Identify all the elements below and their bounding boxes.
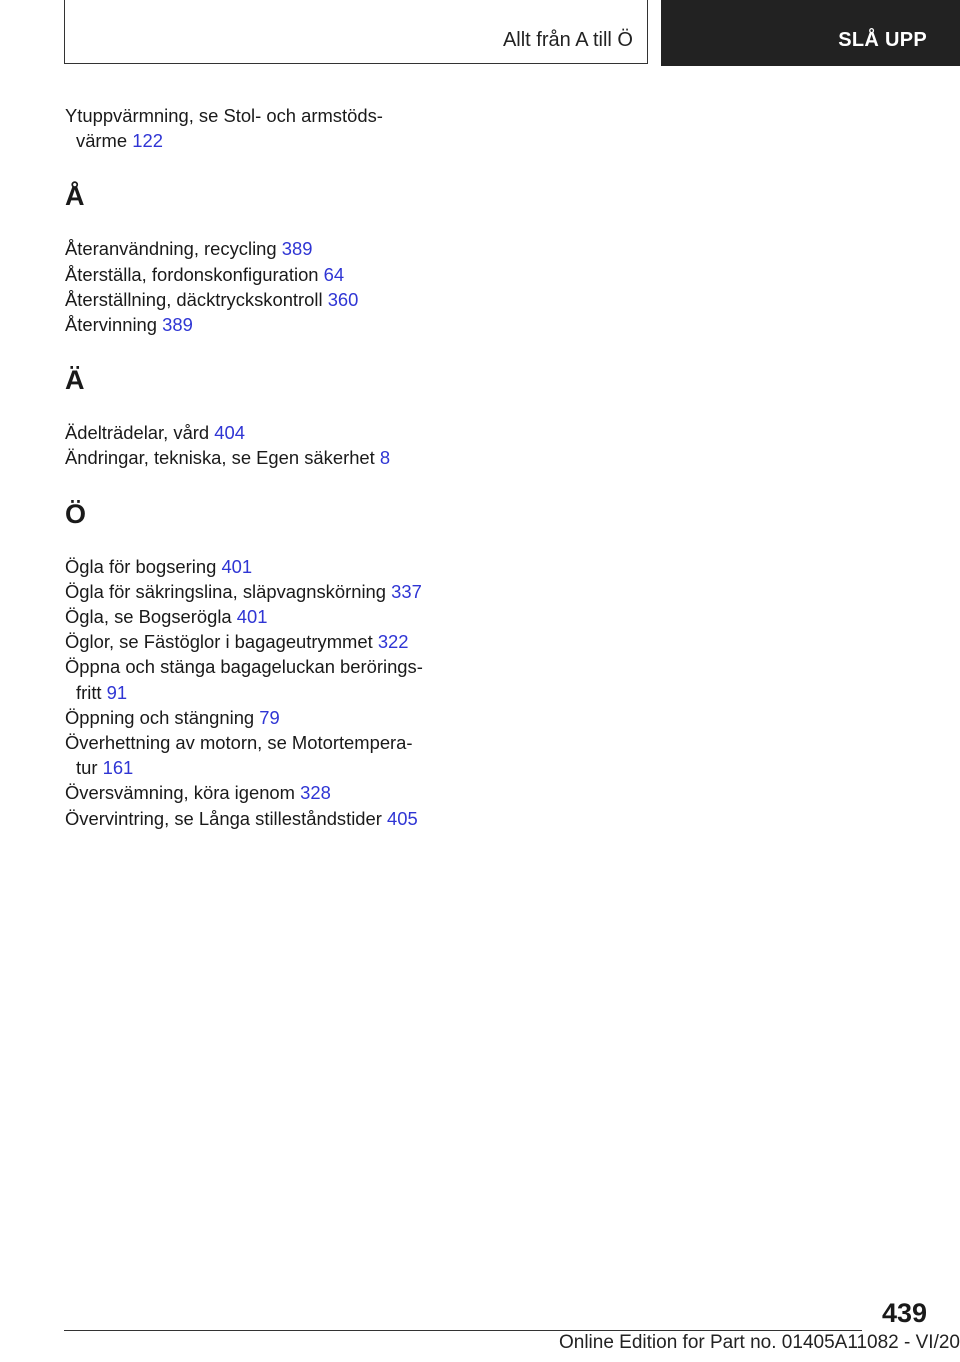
page-reference-link[interactable]: 389 (281, 238, 313, 260)
page-reference-link[interactable]: 328 (300, 782, 331, 804)
page-reference-link[interactable]: 389 (162, 314, 193, 336)
entry-text: Öppna och stänga bagageluckan berörings- (65, 656, 423, 678)
page-reference-link[interactable]: 401 (236, 606, 268, 628)
index-entry (65, 236, 445, 261)
index-section (65, 499, 445, 831)
index-sections (65, 181, 445, 830)
entry-text: Ögla, se Bogserögla (65, 606, 232, 628)
index-section (65, 365, 445, 470)
index-entry (65, 287, 445, 312)
page-reference-link[interactable]: 122 (132, 130, 163, 152)
index-entry (65, 579, 445, 604)
page-reference-link[interactable]: 8 (379, 447, 391, 469)
page-reference-link[interactable]: 322 (377, 631, 409, 653)
page-reference-link[interactable]: 79 (259, 706, 280, 728)
index-entry (65, 730, 445, 780)
entry-text: Återställa, fordonskonfiguration (65, 263, 319, 285)
index-entry (65, 262, 445, 287)
entry-text: Ädelträdelar, vård (65, 422, 210, 444)
page-reference-link[interactable]: 360 (327, 288, 359, 310)
section-letter-heading: Ä (65, 365, 85, 396)
footer-rule (64, 1330, 862, 1331)
index-entry (65, 705, 445, 730)
entry-text-continued: tur (76, 757, 98, 779)
index-entry (65, 420, 445, 445)
entry-text: Övervintring, se Långa stilleståndstider (65, 807, 382, 829)
index-entry (65, 445, 445, 470)
page-header (64, 0, 960, 66)
footer-edition: Online Edition for Part no. 01405A11082 - VI/20 (558, 1332, 960, 1353)
section-title-box (64, 0, 648, 64)
page-number: 439 (881, 1298, 927, 1328)
index-entry (65, 629, 445, 654)
page-reference-link[interactable]: 405 (387, 807, 418, 829)
index-entry (65, 654, 445, 704)
entry-text: Återvinning (65, 314, 158, 336)
index-entry (65, 554, 445, 579)
index-entry (65, 604, 445, 629)
section-letter-heading: Å (65, 181, 85, 212)
index-content (65, 103, 445, 831)
page-reference-link[interactable]: 64 (323, 263, 345, 285)
entry-text: Ytuppvärmning, se Stol- och armstöds- (65, 105, 383, 126)
entry-text: Ögla för säkringslina, släpvagnskörning (65, 580, 386, 602)
entry-text: Översvämning, köra igenom (65, 782, 295, 804)
entry-text: Ögla för bogsering (65, 555, 217, 577)
index-entry (65, 806, 445, 831)
index-entry (65, 780, 445, 805)
entry-text: Återanvändning, recycling (65, 238, 277, 260)
entry-text: Öglor, se Fästöglor i bagageutrymmet (65, 631, 373, 653)
page-reference-link[interactable]: 91 (106, 681, 128, 703)
section-title: Allt från A till Ö (502, 29, 633, 51)
page-reference-link[interactable]: 337 (391, 580, 422, 602)
intro-entries (65, 103, 445, 153)
entry-text-continued: värme (76, 130, 128, 152)
entry-text: Återställning, däcktryckskontroll (65, 288, 323, 310)
page-reference-link[interactable]: 404 (214, 422, 245, 444)
section-letter-heading: Ö (65, 498, 87, 529)
index-section (65, 181, 445, 337)
entry-text: Öppning och stängning (65, 706, 255, 728)
index-entry (65, 103, 445, 153)
entry-text: Överhettning av motorn, se Motortempera- (65, 732, 413, 754)
tab-sla-upp[interactable] (661, 0, 960, 66)
page-reference-link[interactable]: 161 (102, 757, 134, 779)
page-reference-link[interactable]: 401 (221, 555, 253, 577)
entry-text: Ändringar, tekniska, se Egen säkerhet (65, 447, 375, 469)
tab-label: SLÅ UPP (838, 29, 927, 51)
index-entry (65, 312, 445, 337)
entry-text-continued: fritt (76, 681, 102, 703)
